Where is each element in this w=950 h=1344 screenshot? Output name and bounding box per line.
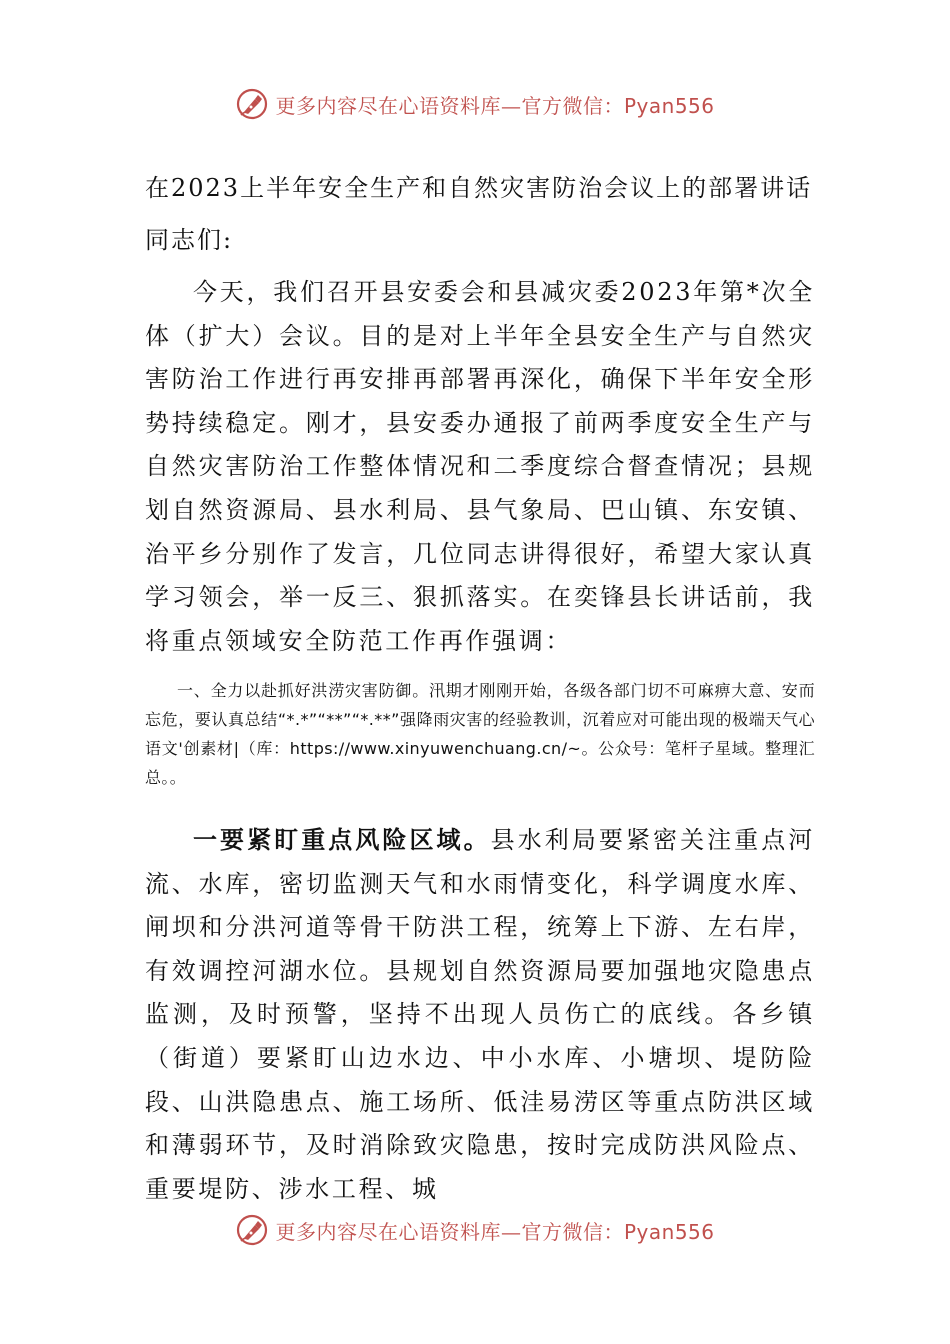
footer-banner <box>0 1210 950 1250</box>
banner-text: 更多内容尽在心语资料库—官方微信：Pyan556 <box>275 93 715 118</box>
salutation: 同志们: <box>145 226 234 254</box>
header-banner <box>0 84 950 124</box>
paragraph-lead: 一要紧盯重点风险区域。 <box>193 825 491 854</box>
paragraph-key-risk-areas <box>145 818 815 1211</box>
paragraph-section-one: 一、全力以赴抓好洪涝灾害防御。汛期才刚刚开始，各级各部门切不可麻痹大意、安而忘危，要认真总结“*.*”“**”“*.**”强降雨灾害的经验教训，沉着应对可能出现的极端天气心语文'创素材|（库：https://www.xinyuwenchuang.cn/~。公众号：笔杆子星域。整理汇总。。 <box>145 681 815 787</box>
paragraph-body: 县水利局要紧密关注重点河流、水库，密切监测天气和水雨情变化，科学调度水库、闸坝和分洪河道等骨干防洪工程，统筹上下游、左右岸，有效调控河湖水位。县规划自然资源局要加强地灾隐患点监测，及时预警，坚持不出现人员伤亡的底线。各乡镇（街道）要紧盯山边水边、中小水库、小塘坝、堤防险段、山洪隐患点、施工场所、低洼易涝区等重点防洪区域和薄弱环节，及时消除致灾隐患，按时完成防洪风险点、重要堤防、涉水工程、城 <box>145 826 816 1203</box>
paragraph-intro: 今天，我们召开县安委会和县减灾委2023年第*次全体（扩大）会议。目的是对上半年全县安全生产与自然灾害防治工作进行再安排再部署再深化，确保下半年安全形势持续稳定。刚才，县安委办通报了前两季度安全生产与自然灾害防治工作整体情况和二季度综合督查情况；县规划自然资源局、县水利局、县气象局、巴山镇、东安镇、治平乡分别作了发言，几位同志讲得很好，希望大家认真学习领会，举一反三、狠抓落实。在奕锋县长讲话前，我将重点领域安全防范工作再作强调： <box>145 278 815 655</box>
banner-text: 更多内容尽在心语资料库—官方微信：Pyan556 <box>275 1219 715 1244</box>
pen-nib-logo-icon <box>235 1213 269 1247</box>
document-title: 在2023上半年安全生产和自然灾害防治会议上的部署讲话 <box>145 174 813 202</box>
pen-nib-logo-icon <box>235 87 269 121</box>
